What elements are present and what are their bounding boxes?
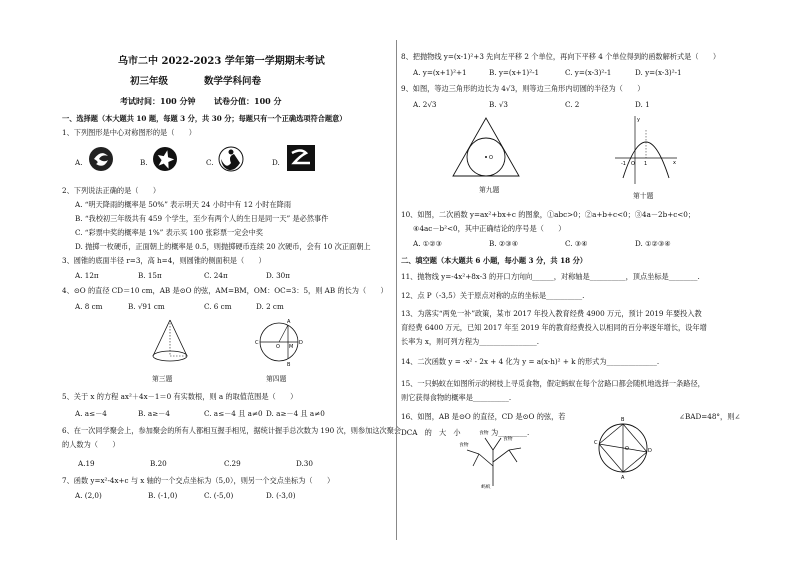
fig4-label-c: C xyxy=(255,340,259,346)
q9-option-d: D. 1 xyxy=(635,100,650,109)
fig16-label-a: A xyxy=(621,475,625,480)
q8-stem: 8、把抛物线 y=(x-1)²+3 先向左平移 2 个单位，再向下平移 4 个单位得到的函数解析式是（ ） xyxy=(401,52,721,61)
fig4-label-a: A xyxy=(287,319,291,325)
q5-option-a: A. a≤－4 xyxy=(75,409,107,418)
fig15-food-3: 食物 xyxy=(459,443,469,448)
q10-option-b: B. ②③④ xyxy=(489,239,519,248)
fig4-label-b: B xyxy=(287,362,291,368)
q10-option-c: C. ③④ xyxy=(565,239,588,248)
q9-option-a: A. 2√3 xyxy=(413,100,437,109)
fig10-label-neg1: -1 xyxy=(621,161,626,167)
q16-line2-blank: 为________. xyxy=(491,428,530,437)
ant-tree-figure xyxy=(459,426,529,490)
fig16-label-o: O xyxy=(625,446,629,452)
fig9-label-o: O xyxy=(489,155,493,161)
q1-logo-d-square xyxy=(286,144,316,172)
q1-option-d: D. xyxy=(272,158,280,167)
right-column xyxy=(397,0,794,561)
fig16-label-d: D xyxy=(648,448,652,454)
triangle-incircle-figure xyxy=(451,116,521,180)
fig15-ant: 蚂蚁 xyxy=(481,485,491,490)
section1-title: 一、选择题（本大题共 10 题，每题 3 分，共 30 分；每题只有一个正确选项符合题意） xyxy=(62,114,347,123)
fig9-caption: 第九题 xyxy=(479,186,500,194)
q13-line3: 长率为 x，则可列方程为________________. xyxy=(401,337,539,346)
q10-stem-cont: ④4ac－b²<0，其中正确结论的序号是（ ） xyxy=(413,224,566,233)
q11-text: 11、抛物线 y=-4x²+8x-3 的开口方向向______，对称轴是__________，顶点坐标是________. xyxy=(401,272,700,281)
q1-option-a: A. xyxy=(75,158,83,167)
q5-option-d: D. a≥－4 且 a≠0 xyxy=(266,409,325,418)
exam-time: 考试时间：100 分钟 xyxy=(120,96,196,106)
fig16-label-b: B xyxy=(621,417,625,423)
section2-title: 二、填空题（本大题共 6 小题，每小题 3 分，共 18 分） xyxy=(401,256,587,265)
q1-logo-a-spiral xyxy=(88,146,114,172)
q6-option-d: D.30 xyxy=(296,459,313,468)
circle-abcd-figure xyxy=(593,414,653,480)
q16-line1-angle: ∠BAD=48°，则∠ xyxy=(679,412,741,421)
q1-logo-c-figure xyxy=(218,146,244,172)
q13-line2: 育经费 6400 万元，已知 2017 年至 2019 年的教育经费投入以相同的百分率逐年增长，设年增 xyxy=(401,323,707,332)
q5-option-b: B. a≥－4 xyxy=(138,409,170,418)
q7-stem: 7、函数 y=x²-4x+c 与 x 轴的一个交点坐标为（5,0），则另一个交点坐标为（ ） xyxy=(62,476,335,485)
q8-option-b: B. y=(x+1)²-1 xyxy=(489,68,540,77)
fig4-label-m: M xyxy=(289,344,294,350)
circle-chord-figure xyxy=(254,316,304,368)
q2-option-a: A. “明天降雨的概率是 50%” 表示明天 24 小时中有 12 小时在降雨 xyxy=(75,200,292,209)
q7-option-d: D. (-3,0) xyxy=(266,491,296,500)
q1-option-c: C. xyxy=(206,158,214,167)
q3-option-a: A. 12π xyxy=(75,271,99,280)
exam-score: 试卷分值：100 分 xyxy=(214,96,282,106)
q2-option-c: C. “彩票中奖的概率是 1%” 表示买 100 张彩票一定会中奖 xyxy=(75,228,263,237)
fig10-caption: 第十题 xyxy=(633,192,654,200)
q8-option-d: D. y=(x-3)²-1 xyxy=(635,68,682,77)
fig3-caption: 第三题 xyxy=(152,375,173,383)
parabola-figure xyxy=(613,114,679,186)
q4-option-d: D. 2 cm xyxy=(256,302,284,311)
q9-option-c: C. 2 xyxy=(565,100,580,109)
q1-logo-b-star xyxy=(152,146,178,172)
q3-stem: 3、圆锥的底面半径 r=3，高 h=4，则圆锥的侧面积是（ ） xyxy=(62,256,266,265)
q15-line2: 则它获得食物的概率是__________. xyxy=(401,393,512,402)
q15-line1: 15、一只蚂蚁在如图所示的树枝上寻觅食物，假定蚂蚁在每个岔路口都会随机地选择一条路径， xyxy=(401,379,705,388)
q1-stem: 1、下列图形是中心对称图形的是（ ） xyxy=(62,128,196,137)
q8-option-c: C. y=(x-3)²-1 xyxy=(565,68,612,77)
q2-option-b: B. “我校初三年级共有 459 个学生，至少有两个人的生日是同一天” 是必然事件 xyxy=(75,214,329,223)
q16-line1: 16、如图，AB 是⊙O 的直径，CD 是⊙O 的弦，若 xyxy=(401,412,566,421)
q6-stem-cont: 的人数为（ ） xyxy=(62,440,120,449)
grade-label: 初三年级 xyxy=(130,76,169,87)
q6-stem: 6、在一次同学聚会上，参加聚会的所有人都相互握手相见，据统计握手总次数为 190 次，则参加这次聚会 xyxy=(62,426,402,435)
q6-option-a: A.19 xyxy=(78,459,95,468)
q2-option-d: D. 抛掷一枚硬币，正面朝上的概率是 0.5，则抛掷硬币连续 20 次硬币，会有 10 次正面朝上 xyxy=(75,242,371,251)
q16-line2: DCA 的 大 小 xyxy=(401,428,461,437)
fig10-label-y: y xyxy=(637,117,640,123)
q8-option-a: A. y=(x+1)²+1 xyxy=(413,68,467,77)
q2-stem: 2、下列说法正确的是（ ） xyxy=(62,186,161,195)
q4-option-a: A. 8 cm xyxy=(75,302,103,311)
q3-option-d: D. 30π xyxy=(266,271,290,280)
fig4-caption: 第四题 xyxy=(266,375,287,383)
q6-option-c: C.29 xyxy=(224,459,241,468)
q6-option-b: B.20 xyxy=(150,459,167,468)
fig4-label-o: O xyxy=(276,344,280,350)
q3-option-b: B. 15π xyxy=(138,271,162,280)
fig15-food-1: 食物 xyxy=(479,431,489,436)
q12-text: 12、点 P（-3,5）关于原点对称的点的坐标是__________. xyxy=(401,291,585,300)
q10-option-d: D. ①②③④ xyxy=(635,239,671,248)
cone-figure xyxy=(150,318,190,366)
q14-text: 14、二次函数 y = -x² - 2x + 4 化为 y = a(x-h)² + k 的形式为______________. xyxy=(401,357,660,366)
fig10-label-x: x xyxy=(673,160,676,166)
q5-stem: 5、关于 x 的方程 ax²＋4x－1＝0 有实数根，则 a 的取值范围是（ ） xyxy=(62,392,298,401)
fig15-food-2: 食物 xyxy=(503,437,513,442)
q4-option-c: C. 6 cm xyxy=(204,302,232,311)
q10-stem: 10、如图，二次函数 y=ax²+bx+c 的图象，①abc>0；②a+b+c<0；③4a－2b+c<0； xyxy=(401,210,696,219)
q4-option-b: B. √91 cm xyxy=(128,302,165,311)
q3-option-c: C. 24π xyxy=(204,271,228,280)
q10-option-a: A. ①②③ xyxy=(413,239,443,248)
q13-line1: 13、为落实“两免一补”政策，某市 2017 年投入教育经费 4900 万元，预计 2019 年要投入教 xyxy=(401,309,702,318)
subject-label: 数学学科问卷 xyxy=(204,76,262,87)
fig16-label-c: C xyxy=(594,440,598,446)
fig4-label-d: D xyxy=(299,340,303,346)
exam-title: 乌市二中 2022-2023 学年第一学期期末考试 xyxy=(118,56,325,67)
q7-option-a: A. (2,0) xyxy=(75,491,102,500)
q5-option-c: C. a≤－4 且 a≠0 xyxy=(204,409,263,418)
q1-option-b: B. xyxy=(140,158,148,167)
fig10-label-1: 1 xyxy=(644,161,648,167)
q7-option-c: C. (-5,0) xyxy=(204,491,234,500)
q9-option-b: B. √3 xyxy=(489,100,509,109)
q4-stem: 4、⊙O 的直径 CD＝10 cm，AB 是⊙O 的弦，AM=BM，OM：OC=3：5，则 AB 的长为（ ） xyxy=(62,286,388,295)
q7-option-b: B. (-1,0) xyxy=(148,491,178,500)
fig10-label-o: O xyxy=(631,161,635,167)
q9-stem: 9、如图，等边三角形的边长为 4√3，则等边三角形内切圆的半径为（ ） xyxy=(401,84,645,93)
